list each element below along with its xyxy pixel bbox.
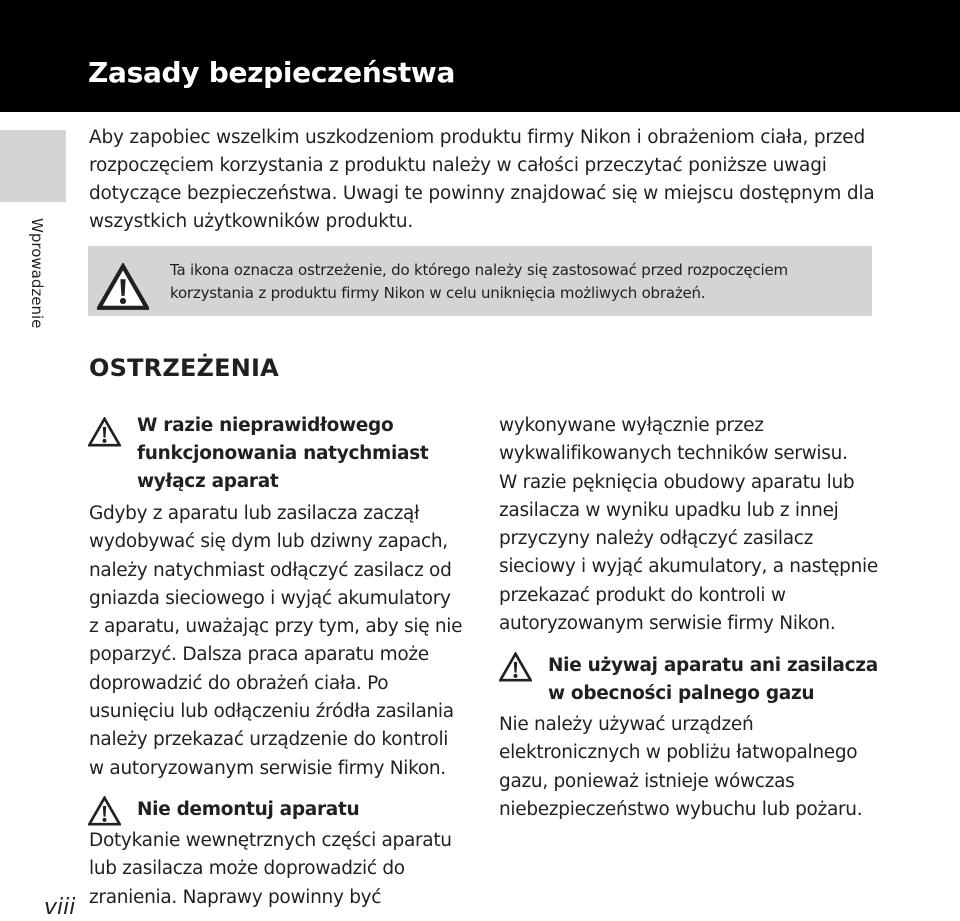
- warning-title-line: wyłącz aparat: [137, 471, 279, 492]
- page-title: Zasady bezpieczeństwa: [88, 56, 456, 89]
- warning-body-line: przyczyny należy odłączyć zasilacz: [499, 528, 814, 550]
- warning-title: [137, 796, 477, 824]
- warning-body: [89, 827, 484, 912]
- warning-triangle-icon: [88, 417, 121, 447]
- warning-body-line: doprowadzić do obrażeń ciała. Po: [89, 672, 389, 694]
- warning-body: [499, 711, 919, 824]
- warning-body-line: Gdyby z aparatu lub zasilacza zaczął: [89, 503, 420, 524]
- warning-body-line: W razie pęknięcia obudowy aparatu lub: [499, 471, 855, 493]
- warning-title-line: W razie nieprawidłowego: [137, 415, 394, 436]
- warning-body-line: zranienia. Naprawy powinny być: [89, 886, 382, 908]
- warning-body-line: w autoryzowanym serwisie firmy Nikon.: [89, 757, 446, 779]
- warning-body-line: Nie należy używać urządzeń: [499, 714, 754, 735]
- intro-line: dotyczące bezpieczeństwa. Uwagi te powinny znajdować się w miejscu dostępnym dla: [89, 183, 875, 204]
- warning-body-line: gazu, ponieważ istnieje wówczas: [499, 770, 795, 792]
- warning-body-line: należy przekazać urządzenie do kontroli: [89, 729, 449, 751]
- intro-paragraph: [89, 124, 884, 236]
- notice-line: korzystania z produktu firmy Nikon w celu uniknięcia możliwych obrażeń.: [170, 284, 706, 302]
- warning-body-line: gniazda sieciowego i wyjąć akumulatory: [89, 587, 451, 609]
- warning-body-line: wydobywać się dym lub dziwny zapach,: [89, 531, 448, 553]
- intro-line: wszystkich użytkowników produktu.: [89, 211, 414, 232]
- notice-text: [170, 259, 850, 305]
- warning-body-line: przekazać produkt do kontroli w: [499, 584, 786, 606]
- page-number: viii: [44, 895, 76, 920]
- intro-line: rozpoczęciem korzystania z produktu należy w całości przeczytać poniższe uwagi: [89, 155, 827, 176]
- warning-title-line: w obecności palnego gazu: [548, 683, 815, 704]
- warning-title: [548, 652, 948, 708]
- notice-line: Ta ikona oznacza ostrzeżenie, do którego należy się zastosować przed rozpoczęciem: [170, 261, 788, 279]
- warning-body-line: zasilacza w wyniku upadku lub z innej: [499, 499, 839, 521]
- warning-body-continued: [499, 412, 919, 638]
- warning-triangle-icon: [499, 652, 532, 682]
- warning-title-line: funkcjonowania natychmiast: [137, 443, 429, 464]
- warning-body-line: z aparatu, uważając przy tym, aby się nie: [89, 616, 463, 638]
- section-heading: OSTRZEŻENIA: [89, 354, 279, 382]
- warning-triangle-icon: [97, 263, 149, 311]
- warning-body-line: sieciowy i wyjąć akumulatory, a następnie: [499, 556, 878, 578]
- warning-body-line: poparzyć. Dalsza praca aparatu może: [89, 644, 429, 666]
- warning-title-line: Nie demontuj aparatu: [137, 799, 360, 820]
- warning-body-line: elektronicznych w pobliżu łatwopalnego: [499, 742, 858, 764]
- warning-body-line: usunięciu lub odłączeniu źródła zasilania: [89, 701, 454, 723]
- warning-body-line: niebezpieczeństwo wybuchu lub pożaru.: [499, 798, 863, 820]
- warning-body-line: wykwalifikowanych techników serwisu.: [499, 443, 848, 465]
- warning-body-line: lub zasilacza może doprowadzić do: [89, 858, 405, 880]
- side-tab-label: Wprowadzenie: [28, 218, 46, 329]
- warning-body: [89, 500, 484, 783]
- warning-body-line: autoryzowanym serwisie firmy Nikon.: [499, 613, 836, 635]
- side-tab: [0, 130, 66, 202]
- warning-triangle-icon: [88, 796, 121, 826]
- warning-body-line: należy natychmiast odłączyć zasilacz od: [89, 559, 452, 581]
- intro-line: Aby zapobiec wszelkim uszkodzeniom produktu firmy Nikon i obrażeniom ciała, przed: [89, 127, 866, 148]
- warning-title-line: Nie używaj aparatu ani zasilacza: [548, 655, 878, 676]
- warning-title: [137, 412, 477, 496]
- warning-body-line: Dotykanie wewnętrznych części aparatu: [89, 830, 452, 851]
- warning-body-line: wykonywane wyłącznie przez: [499, 415, 764, 436]
